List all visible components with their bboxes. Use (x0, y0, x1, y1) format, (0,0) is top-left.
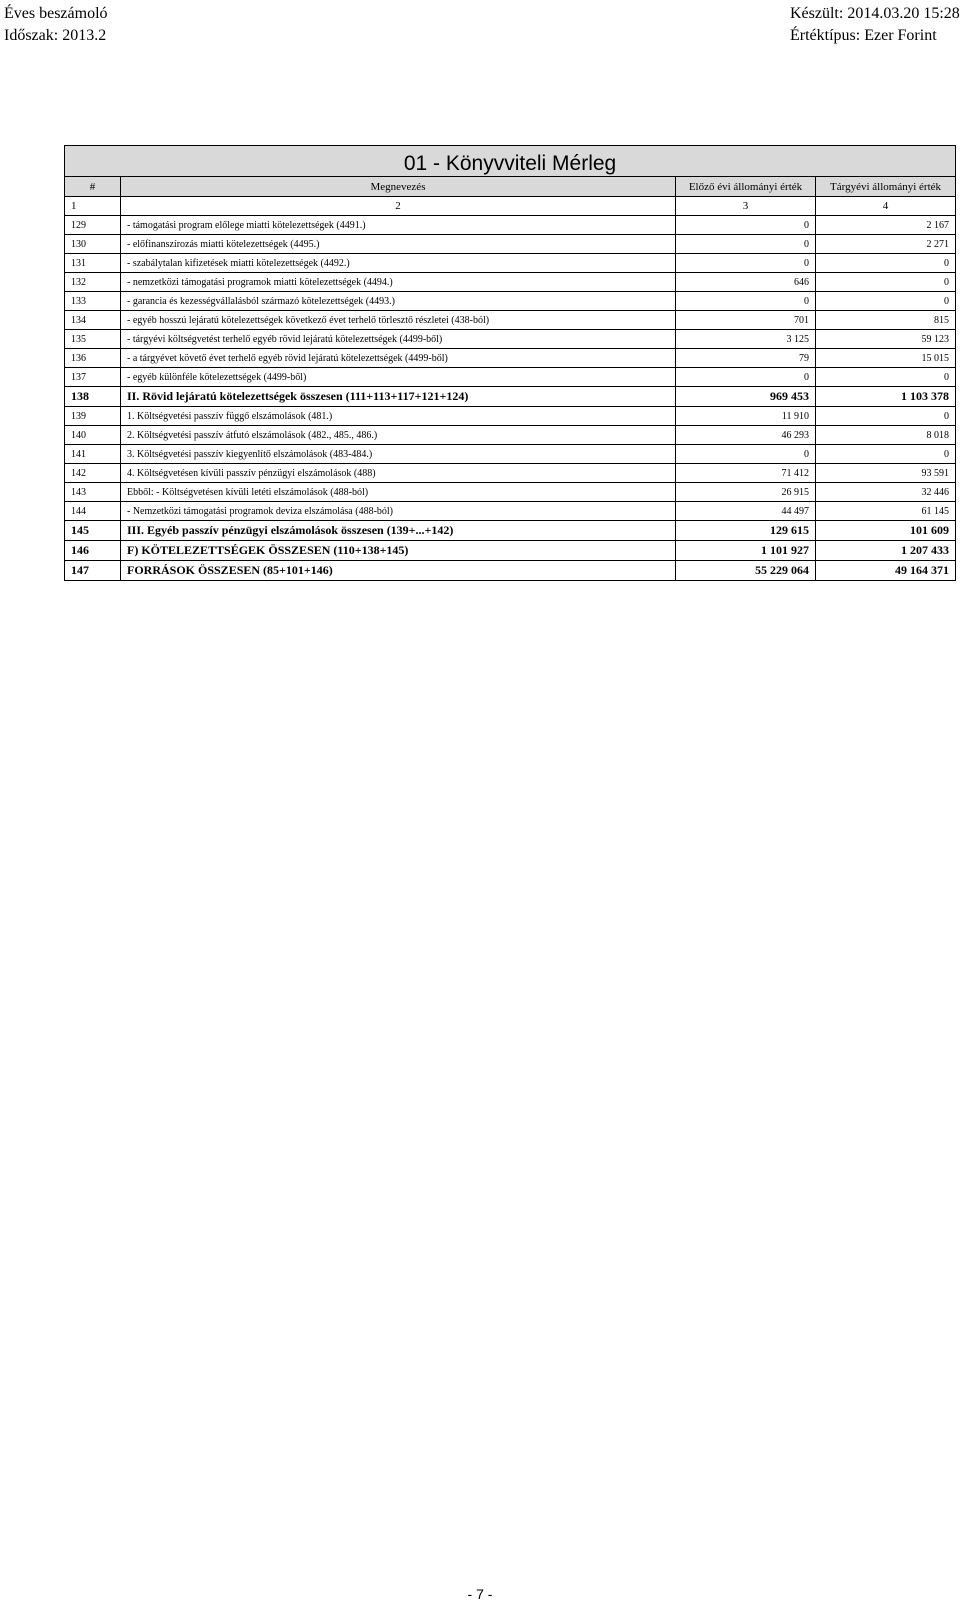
row-prev-value: 44 497 (676, 502, 816, 521)
row-curr-value: 0 (816, 273, 956, 292)
row-number: 139 (65, 407, 121, 426)
row-curr-value: 2 271 (816, 235, 956, 254)
row-name: - támogatási program előlege miatti kötelezettségek (4491.) (121, 216, 676, 235)
row-number: 135 (65, 330, 121, 349)
row-number: 144 (65, 502, 121, 521)
row-name: - nemzetközi támogatási programok miatti kötelezettségek (4494.) (121, 273, 676, 292)
row-prev-value: 969 453 (676, 387, 816, 407)
column-number-1: 1 (65, 197, 121, 216)
row-number: 142 (65, 464, 121, 483)
row-prev-value: 0 (676, 445, 816, 464)
row-name: 2. Költségvetési passzív átfutó elszámolások (482., 485., 486.) (121, 426, 676, 445)
column-header-num: # (65, 177, 121, 197)
row-prev-value: 1 101 927 (676, 541, 816, 561)
table-row (65, 502, 956, 521)
row-curr-value: 15 015 (816, 349, 956, 368)
page-number: - 7 - (467, 1586, 493, 1602)
table-row (65, 483, 956, 502)
table-row (65, 445, 956, 464)
table-row (65, 561, 956, 581)
row-number: 145 (65, 521, 121, 541)
table-row (65, 330, 956, 349)
row-curr-value: 0 (816, 407, 956, 426)
row-number: 136 (65, 349, 121, 368)
row-number: 140 (65, 426, 121, 445)
row-name: - egyéb hosszú lejáratú kötelezettségek következő évet terhelő törlesztő részletei (438-ból) (121, 311, 676, 330)
table-row (65, 368, 956, 387)
row-curr-value: 815 (816, 311, 956, 330)
row-curr-value: 59 123 (816, 330, 956, 349)
row-number: 137 (65, 368, 121, 387)
row-name: F) KÖTELEZETTSÉGEK ÖSSZESEN (110+138+145) (121, 541, 676, 561)
row-number: 146 (65, 541, 121, 561)
balance-sheet-table (64, 145, 956, 581)
row-name: - előfinanszírozás miatti kötelezettségek (4495.) (121, 235, 676, 254)
row-name: - tárgyévi költségvetést terhelő egyéb rövid lejáratú kötelezettségek (4499-ből) (121, 330, 676, 349)
row-curr-value: 8 018 (816, 426, 956, 445)
row-number: 134 (65, 311, 121, 330)
table-row (65, 216, 956, 235)
table-row (65, 521, 956, 541)
row-number: 143 (65, 483, 121, 502)
table-row (65, 407, 956, 426)
table-title: 01 - Könyvviteli Mérleg (65, 146, 956, 177)
row-name: 1. Költségvetési passzív függő elszámolások (481.) (121, 407, 676, 426)
row-curr-value: 1 103 378 (816, 387, 956, 407)
row-name: - szabálytalan kifizetések miatti kötelezettségek (4492.) (121, 254, 676, 273)
column-header-row (65, 177, 956, 197)
row-prev-value: 46 293 (676, 426, 816, 445)
row-curr-value: 0 (816, 292, 956, 311)
table-row (65, 464, 956, 483)
row-name: Ebből: - Költségvetésen kívüli letéti elszámolások (488-ból) (121, 483, 676, 502)
row-prev-value: 71 412 (676, 464, 816, 483)
row-name: 3. Költségvetési passzív kiegyenlítő elszámolások (483-484.) (121, 445, 676, 464)
row-name: II. Rövid lejáratú kötelezettségek összesen (111+113+117+121+124) (121, 387, 676, 407)
row-prev-value: 0 (676, 235, 816, 254)
column-header-name: Megnevezés (121, 177, 676, 197)
row-number: 132 (65, 273, 121, 292)
row-curr-value: 2 167 (816, 216, 956, 235)
period-label: Időszak: 2013.2 (4, 27, 107, 44)
row-curr-value: 61 145 (816, 502, 956, 521)
row-curr-value: 0 (816, 368, 956, 387)
row-name: - Nemzetközi támogatási programok deviza elszámolása (488-ból) (121, 502, 676, 521)
row-curr-value: 101 609 (816, 521, 956, 541)
column-number-2: 2 (121, 197, 676, 216)
row-prev-value: 79 (676, 349, 816, 368)
row-curr-value: 32 446 (816, 483, 956, 502)
report-header-left (4, 4, 108, 48)
row-name: FORRÁSOK ÖSSZESEN (85+101+146) (121, 561, 676, 581)
row-name: 4. Költségvetésen kívüli passzív pénzügyi elszámolások (488) (121, 464, 676, 483)
row-curr-value: 93 591 (816, 464, 956, 483)
table-row (65, 311, 956, 330)
created-timestamp: Készült: 2014.03.20 15:28 (790, 5, 960, 22)
row-number: 147 (65, 561, 121, 581)
column-header-curr: Tárgyévi állományi érték (816, 177, 956, 197)
table-row (65, 292, 956, 311)
column-header-prev: Előző évi állományi érték (676, 177, 816, 197)
row-prev-value: 3 125 (676, 330, 816, 349)
row-name: - a tárgyévet követő évet terhelő egyéb rövid lejáratú kötelezettségek (4499-ből) (121, 349, 676, 368)
column-number-3: 3 (676, 197, 816, 216)
row-prev-value: 701 (676, 311, 816, 330)
row-number: 129 (65, 216, 121, 235)
table-row (65, 273, 956, 292)
row-number: 131 (65, 254, 121, 273)
row-name: - garancia és kezességvállalásból származó kötelezettségek (4493.) (121, 292, 676, 311)
row-prev-value: 0 (676, 368, 816, 387)
table-row (65, 387, 956, 407)
row-prev-value: 26 915 (676, 483, 816, 502)
row-curr-value: 49 164 371 (816, 561, 956, 581)
table-row (65, 235, 956, 254)
row-number: 130 (65, 235, 121, 254)
row-number: 141 (65, 445, 121, 464)
row-number: 138 (65, 387, 121, 407)
table-row (65, 349, 956, 368)
column-number-4: 4 (816, 197, 956, 216)
row-prev-value: 55 229 064 (676, 561, 816, 581)
row-prev-value: 0 (676, 216, 816, 235)
table-title-row (65, 146, 956, 177)
table-row (65, 254, 956, 273)
row-curr-value: 0 (816, 254, 956, 273)
column-number-row (65, 197, 956, 216)
row-prev-value: 11 910 (676, 407, 816, 426)
row-prev-value: 129 615 (676, 521, 816, 541)
table-row (65, 541, 956, 561)
row-curr-value: 1 207 433 (816, 541, 956, 561)
row-curr-value: 0 (816, 445, 956, 464)
row-prev-value: 0 (676, 254, 816, 273)
document-type: Éves beszámoló (4, 5, 108, 22)
row-prev-value: 646 (676, 273, 816, 292)
value-type-label: Értéktípus: Ezer Forint (790, 27, 937, 44)
row-number: 133 (65, 292, 121, 311)
row-name: III. Egyéb passzív pénzügyi elszámolások összesen (139+...+142) (121, 521, 676, 541)
report-header-right (790, 4, 960, 48)
row-prev-value: 0 (676, 292, 816, 311)
table-row (65, 426, 956, 445)
row-name: - egyéb különféle kötelezettségek (4499-ből) (121, 368, 676, 387)
